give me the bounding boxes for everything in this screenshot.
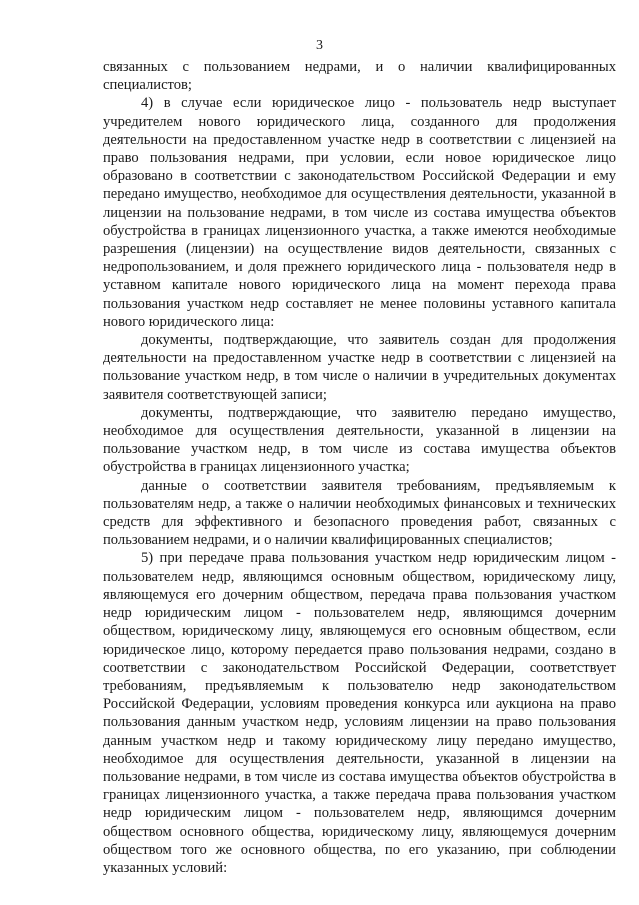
page-number: 3 xyxy=(316,38,323,53)
paragraph-item-5: 5) при передаче права пользования участком недр юридическим лицом - пользователем недр, являющимся основным обществом, юридическому лицу, являющемуся его дочерним обществом, передача права пользования участком недр юридическим лицом - пользователем недр, являющимся дочерним обществом, юридическому лицу, являющемуся его основным обществом, если юридическое лицо, которому передается право пользования недрами, создано в соответствии с законодательством Российской Федерации, соответствует требованиям, предъявляемым к пользователю недр законодательством Российской Федерации, условиям проведения конкурса или аукциона на право пользования данным участком недр, условиям лицензии на право пользования данным участком недр и такому юридическому лицу передано имущество, необходимое для осуществления деятельности, указанной в лицензии на пользование недрами, в том числе из состава имущества объектов обустройства в границах лицензионного участка, а также передача права пользования участком недр юридическим лицом - пользователем недр, являющимся дочерним обществом основного общества, юридическому лицу, являющемуся дочерним обществом того же основного общества, по его указанию, при соблюдении указанных условий: xyxy=(103,550,616,876)
paragraph-continuation: связанных с пользованием недрами, и о наличии квалифицированных специалистов; xyxy=(103,59,616,94)
paragraph-documents-creation: документы, подтверждающие, что заявитель создан для продолжения деятельности на предоставленном участке недр в соответствии с лицензией на пользование участком недр, в том числе о наличии в учредительных документах заявителя соответствующей записи; xyxy=(103,332,616,403)
document-body xyxy=(103,58,616,877)
paragraph-requirements-data: данные о соответствии заявителя требованиям, предъявляемым к пользователям недр, а также о наличии необходимых финансовых и технических средств для эффективного и безопасного проведения работ, связанных с пользованием недрами, и о наличии квалифицированных специалистов; xyxy=(103,477,616,549)
paragraph-item-4: 4) в случае если юридическое лицо - пользователь недр выступает учредителем нового юридического лица, созданного для продолжения деятельности на предоставленном участке недр в соответствии с лицензией на право пользования недрами, при условии, если новое юридическое лицо образовано в соответствии с законодательством Российской Федерации и ему передано имущество, необходимое для осуществления деятельности, указанной в лицензии на пользование недрами, в том числе из состава имущества объектов обустройства в границах лицензионного участка, а также имеются необходимые разрешения (лицензии) на осуществление видов деятельности, связанных с недропользованием, и доля прежнего юридического лица - пользователя недр в уставном капитале нового юридического лица на момент перехода права пользования участком недр составляет не менее половины уставного капитала нового юридического лица: xyxy=(103,95,616,330)
paragraph-documents-property: документы, подтверждающие, что заявителю передано имущество, необходимое для осуществления деятельности, указанной в лицензии на пользование участком недр, в том числе из состава имущества объектов обустройства в границах лицензионного участка; xyxy=(103,404,616,476)
